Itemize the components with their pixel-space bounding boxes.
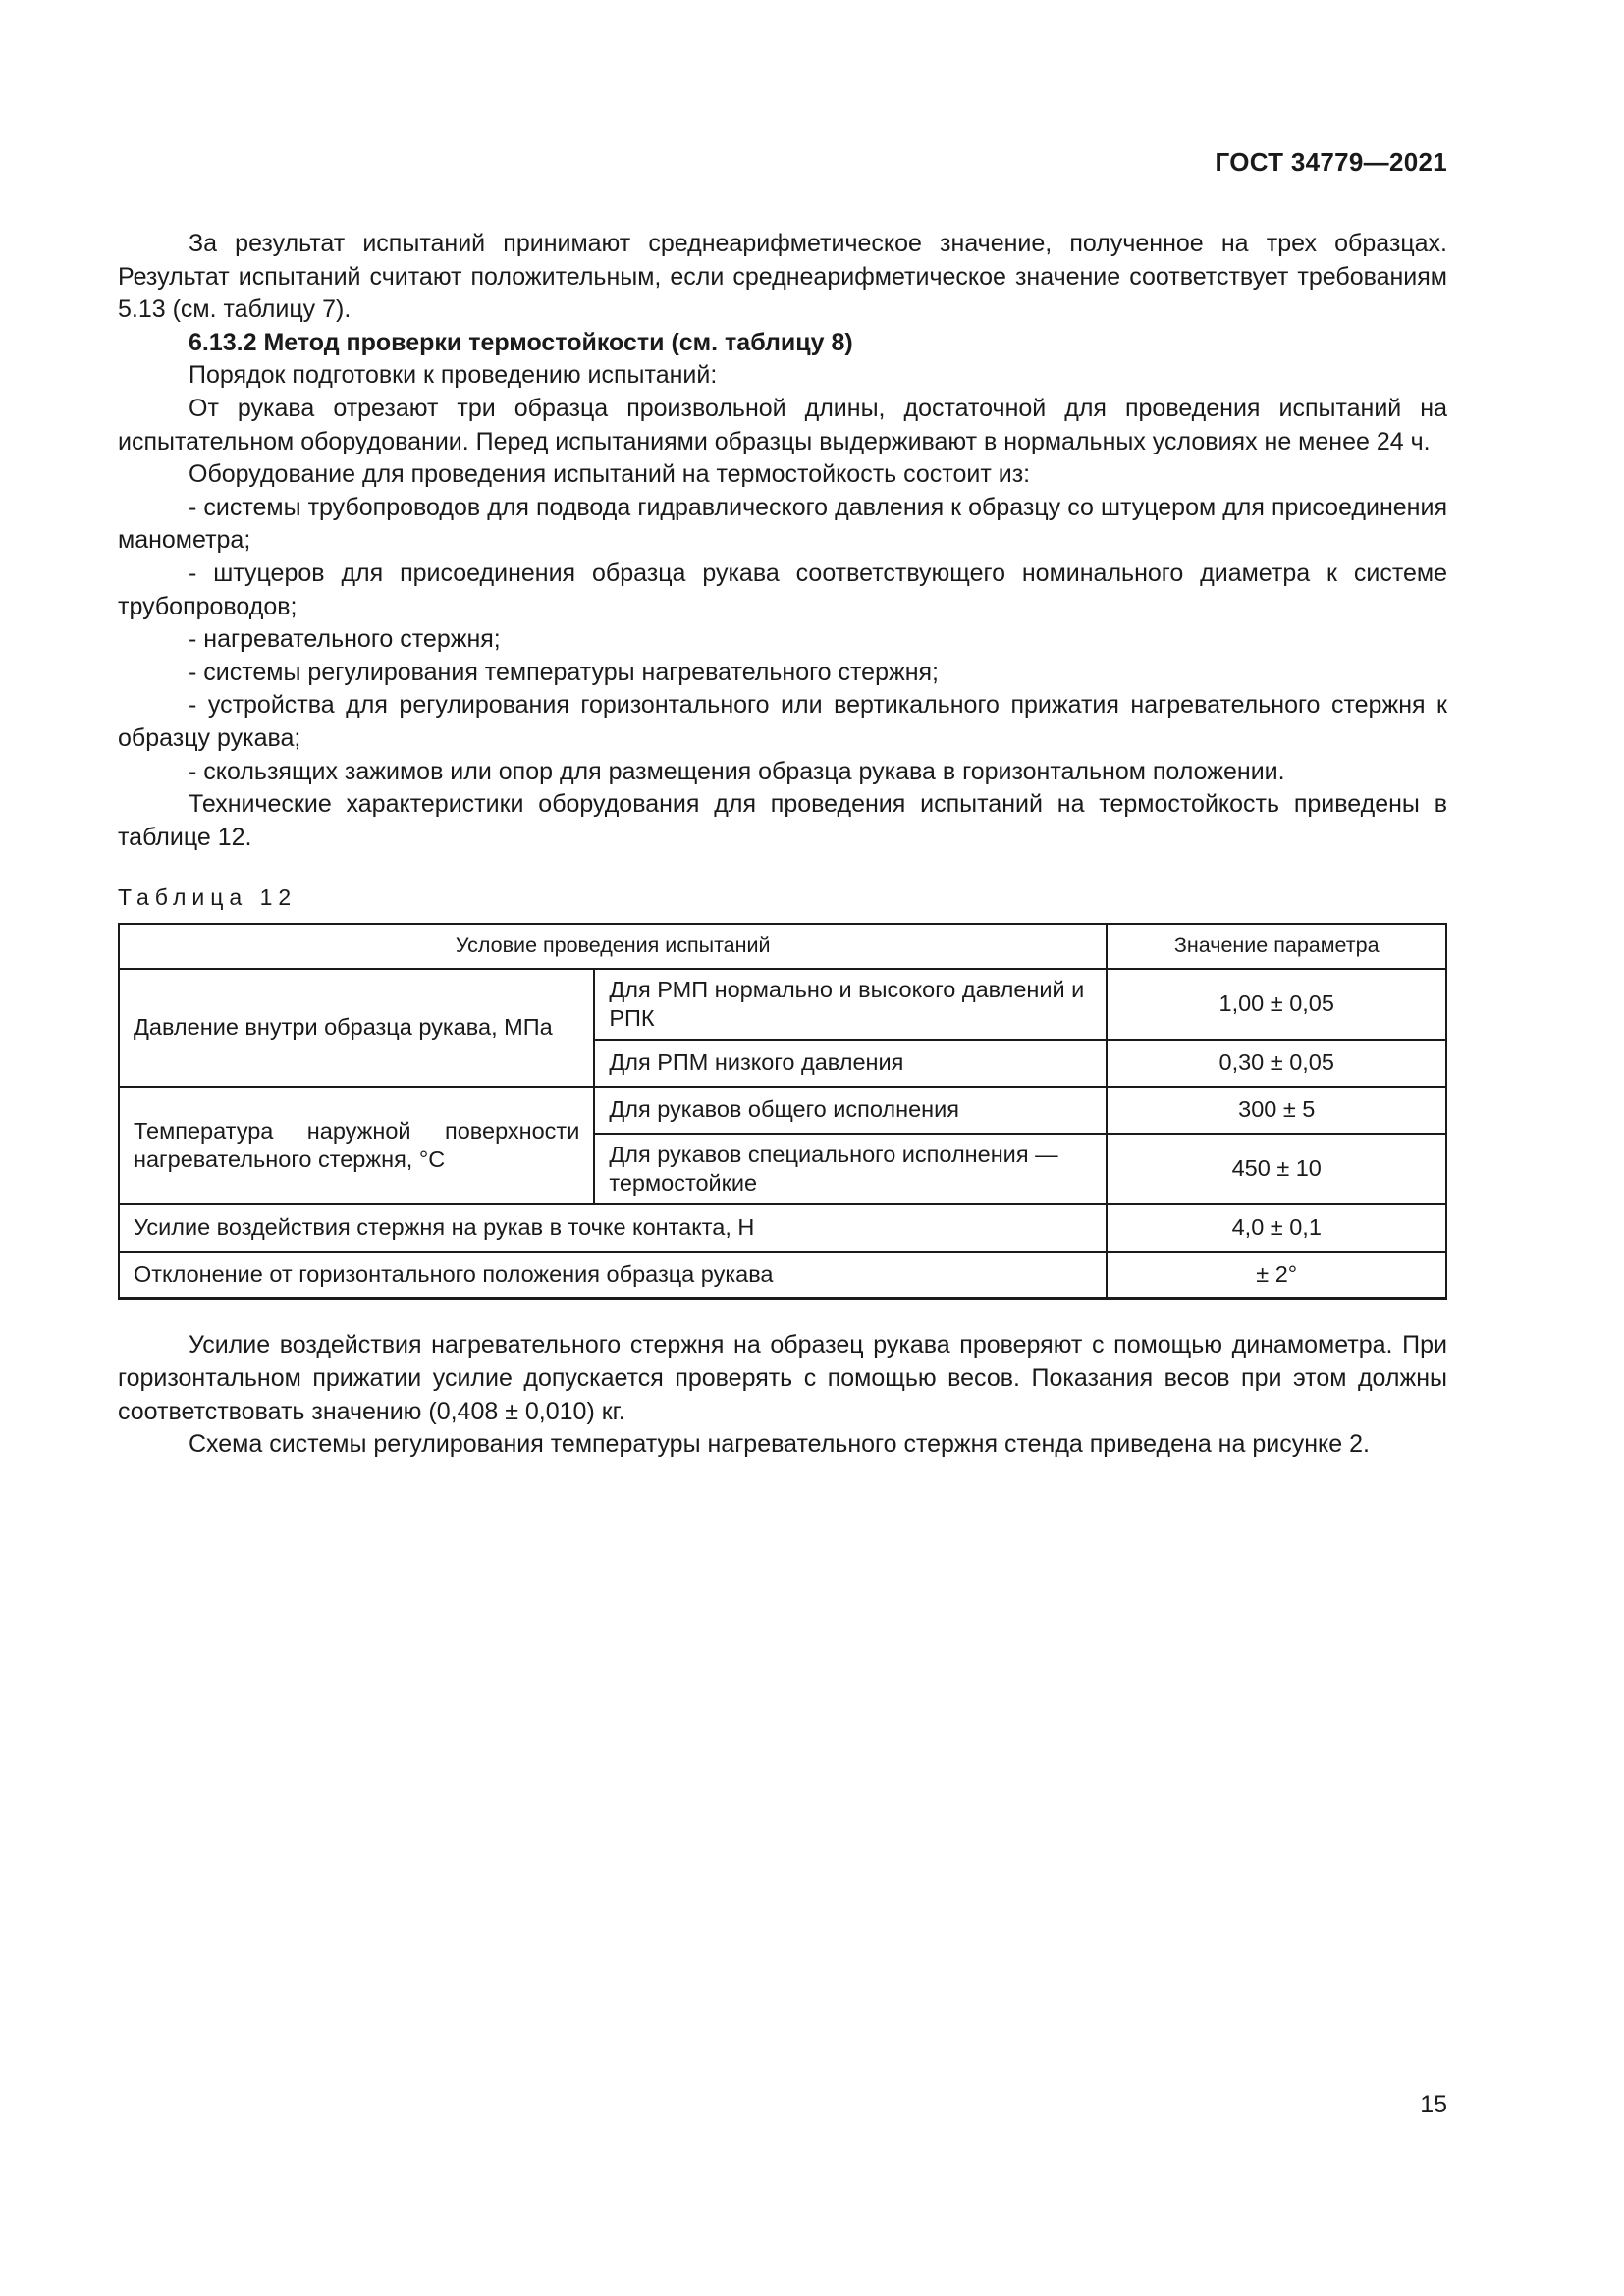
table-caption: Таблица 12 bbox=[118, 884, 298, 911]
list-item: - устройства для регулирования горизонтального или вертикального прижатия нагревательного стержня к образцу рукава; bbox=[118, 691, 1447, 752]
section-heading: 6.13.2 Метод проверки термостойкости (см. таблицу 8) bbox=[189, 328, 853, 356]
document-header: ГОСТ 34779—2021 bbox=[1215, 147, 1447, 177]
table-row bbox=[119, 1204, 1446, 1252]
paragraph-equipment-intro: Оборудование для проведения испытаний на термостойкость состоит из: bbox=[189, 460, 1031, 489]
paragraph-scheme-reference: Схема системы регулирования температуры нагревательного стержня стенда приведена на рисунке 2. bbox=[189, 1430, 1370, 1459]
temperature-value-special: 450 ± 10 bbox=[1107, 1134, 1446, 1204]
pressure-condition-low: Для РПМ низкого давления bbox=[594, 1040, 1107, 1087]
force-value: 4,0 ± 0,1 bbox=[1107, 1204, 1446, 1252]
pressure-label: Давление внутри образца рукава, МПа bbox=[119, 969, 594, 1087]
list-item: - штуцеров для присоединения образца рукава соответствующего номинального диаметра к системе трубопроводов; bbox=[118, 559, 1447, 620]
list-item: - нагревательного стержня; bbox=[189, 625, 501, 654]
pressure-value-high: 1,00 ± 0,05 bbox=[1107, 969, 1446, 1040]
list-item: - скользящих зажимов или опор для размещения образца рукава в горизонтальном положении. bbox=[189, 757, 1285, 785]
table-row bbox=[119, 969, 1446, 1040]
temperature-label: Температура наружной поверхности нагревательного стержня, °С bbox=[119, 1087, 594, 1204]
deviation-value: ± 2° bbox=[1107, 1252, 1446, 1299]
specifications-table bbox=[118, 923, 1447, 1301]
header-condition: Условие проведения испытаний bbox=[119, 924, 1107, 969]
list-item: - системы регулирования температуры нагревательного стержня; bbox=[189, 658, 940, 686]
page-content bbox=[118, 228, 1447, 1462]
header-value: Значение параметра bbox=[1107, 924, 1446, 969]
temperature-condition-special: Для рукавов специального исполнения — термостойкие bbox=[594, 1134, 1107, 1204]
paragraph-force-check: Усилие воздействия нагревательного стержня на образец рукава проверяют с помощью динамометра. При горизонтальном прижатии усилие допускается проверять с помощью весов. Показания весов при этом должны соответствовать значению (0,408 ± 0,010) кг. bbox=[118, 1331, 1447, 1425]
pressure-value-low: 0,30 ± 0,05 bbox=[1107, 1040, 1446, 1087]
temperature-condition-general: Для рукавов общего исполнения bbox=[594, 1087, 1107, 1134]
force-label: Усилие воздействия стержня на рукав в точке контакта, Н bbox=[119, 1204, 1107, 1252]
paragraph-specs-reference: Технические характеристики оборудования для проведения испытаний на термостойкость приведены в таблице 12. bbox=[118, 790, 1447, 851]
table-header-row bbox=[119, 924, 1446, 969]
post-table-text bbox=[118, 1329, 1447, 1461]
table-row bbox=[119, 1252, 1446, 1299]
page-number: 15 bbox=[1420, 2091, 1447, 2118]
table-row bbox=[119, 1087, 1446, 1134]
temperature-value-general: 300 ± 5 bbox=[1107, 1087, 1446, 1134]
paragraph-sample-cutting: От рукава отрезают три образца произвольной длины, достаточной для проведения испытаний на испытательном оборудовании. Перед испытаниями образцы выдерживают в нормальных условиях не менее 24 ч. bbox=[118, 394, 1447, 455]
deviation-label: Отклонение от горизонтального положения образца рукава bbox=[119, 1252, 1107, 1299]
pressure-condition-high: Для РМП нормально и высокого давлений и РПК bbox=[594, 969, 1107, 1040]
paragraph-preparation-order: Порядок подготовки к проведению испытаний: bbox=[189, 361, 718, 390]
list-item: - системы трубопроводов для подвода гидравлического давления к образцу со штуцером для присоединения манометра; bbox=[118, 493, 1447, 555]
paragraph-result-criteria: За результат испытаний принимают среднеарифметическое значение, полученное на трех образцах. Результат испытаний считают положительным, если среднеарифметическое значение соответствует требованиям 5.13 (см. таблицу 7). bbox=[118, 230, 1447, 324]
